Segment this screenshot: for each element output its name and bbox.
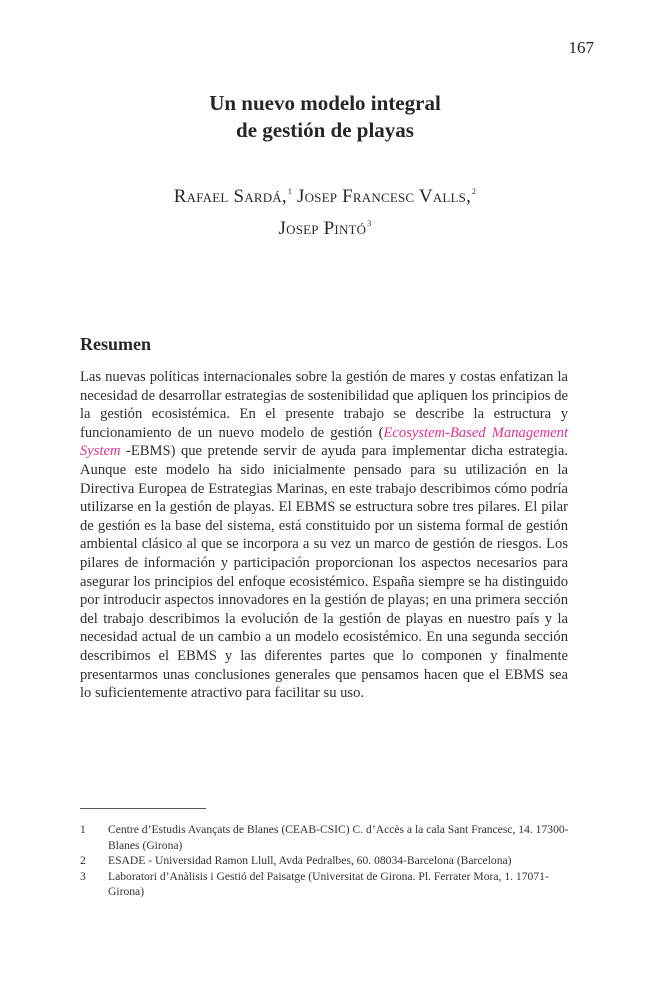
author-name: Josep Francesc Valls, bbox=[297, 186, 472, 207]
title-line-2: de gestión de playas bbox=[236, 118, 414, 142]
abstract-text-part-2: -EBMS) que pretende servir de ayuda para implementar dicha estrategia. Aunque este modelo ha sido inicialmente pensado para su utilización en la Directiva Europea de Estrategias Marinas, en este trabajo describimos cómo podría utilizarse en la gestión de playas. El EBMS se estructura sobre tres pilares. El pilar de gestión es la base del sistema, está constituido por un sistema formal de gestión ambiental clásico al que se incorpora a su vez un marco de gestión de riesgos. Los pilares de información y participación proporcionan los aspectos necesarios para asegurar los principios del enfoque ecosistémico. España siempre se ha distinguido por introducir aspectos innovadores en la gestión de playas; en una primera sección del trabajo describimos la evolución de la gestión de playas en nuestro país y la necesidad actual de un cambio a un modelo ecosistémico. En una segunda sección describimos el EBMS y las diferentes partes que lo componen y finalmente presentarmos unas conclusiones generales que pensamos hacen que el EBMS sea lo suficientemente atractivo para facilitar su uso. bbox=[80, 443, 568, 702]
section-heading-resumen: Resumen bbox=[80, 334, 151, 354]
abstract-highlighted-term: Ecosystem-Based Management System bbox=[80, 424, 568, 460]
footnote-number: 3 bbox=[80, 869, 86, 883]
footnote-number: 1 bbox=[80, 823, 86, 836]
footnote-text: ESADE - Universidad Ramon Llull, Avda Pedralbes, 60. 08034-Barcelona (Barcelona) bbox=[108, 854, 512, 867]
footnote-item bbox=[80, 822, 570, 853]
footnotes bbox=[80, 822, 570, 900]
title-line-1: Un nuevo modelo integral bbox=[209, 91, 441, 115]
author-affiliation-marker: 2 bbox=[472, 187, 477, 196]
footnote-text: Laboratori d’Anàlisis i Gestió del Paisatge (Universitat de Girona. Pl. Ferrater Mora, 1. 17071-Girona) bbox=[108, 869, 549, 898]
author-name: Josep Pintó bbox=[278, 218, 367, 239]
footnote-divider bbox=[80, 808, 206, 809]
author-line-2 bbox=[0, 210, 650, 242]
author-affiliation-marker: 3 bbox=[367, 219, 372, 228]
paper-title bbox=[0, 90, 650, 144]
footnote-text: Centre d’Estudis Avançats de Blanes (CEAB-CSIC) C. d’Accès a la cala Sant Francesc, 14. 17300-Blanes (Girona) bbox=[108, 823, 569, 852]
author-affiliation-marker: 1 bbox=[287, 187, 293, 196]
abstract-text-part-1: Las nuevas políticas internacionales sobre la gestión de mares y costas enfatizan la necesidad de desarrollar estrategias de sostenibilidad que apliquen los principios de la gestión ecosistémica. En el presente trabajo se describe la estructura y funcionamiento de un nuevo modelo de gestión ( bbox=[80, 369, 568, 441]
abstract-paragraph bbox=[80, 368, 568, 703]
footnote-number: 2 bbox=[80, 854, 86, 867]
page-number: 167 bbox=[568, 38, 594, 57]
author-line-1 bbox=[0, 178, 650, 210]
footnote-item bbox=[80, 853, 570, 869]
footnote-item bbox=[80, 869, 570, 900]
author-list bbox=[0, 178, 650, 242]
author-name: Rafael Sardá, bbox=[173, 186, 287, 207]
